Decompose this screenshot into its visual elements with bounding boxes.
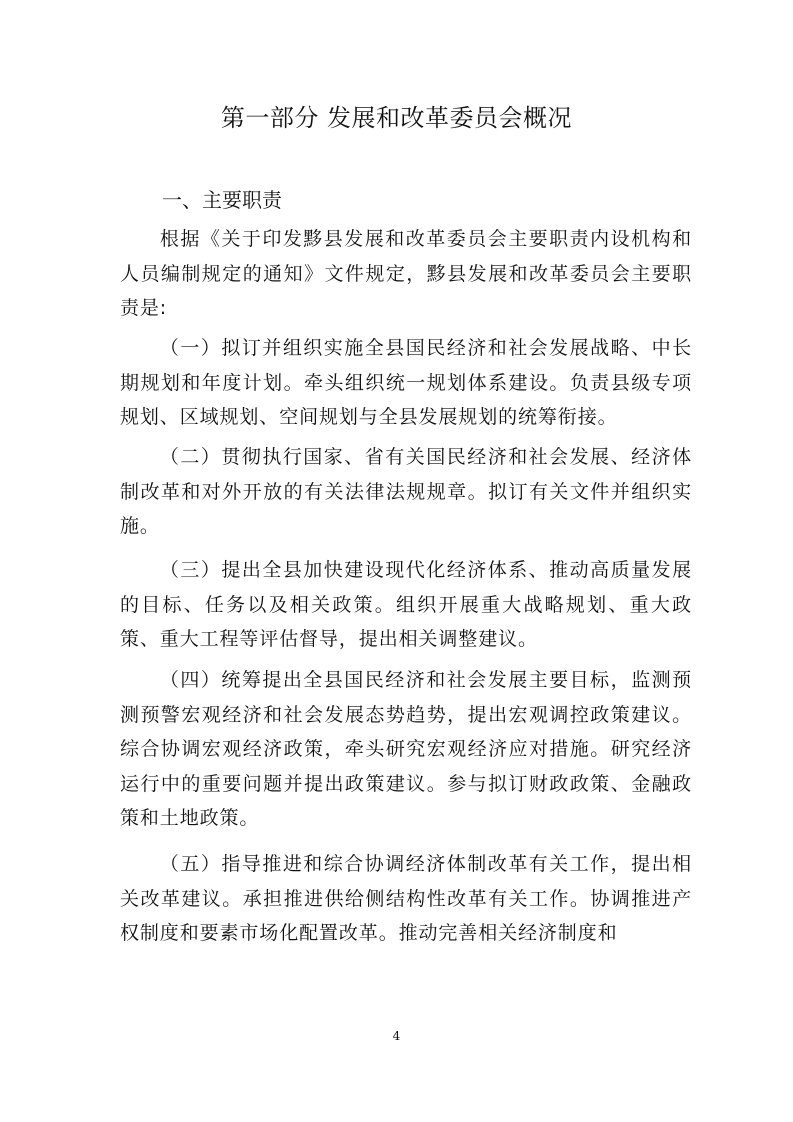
- duty-paragraph-2: （二）贯彻执行国家、省有关国民经济和社会发展、经济体制改革和对外开放的有关法律法规规章。拟订有关文件并组织实施。: [120, 446, 692, 538]
- page-number: 4: [392, 1029, 401, 1043]
- duty-paragraph-1: （一）拟订并组织实施全县国民经济和社会发展战略、中长期规划和年度计划。牵头组织统一规划体系建设。负责县级专项规划、区域规划、空间规划与全县发展规划的统筹衔接。: [120, 337, 692, 429]
- intro-paragraph: 根据《关于印发黟县发展和改革委员会主要职责内设机构和人员编制规定的通知》文件规定，黟县发展和改革委员会主要职责是:: [120, 228, 692, 320]
- section-heading: 一、主要职责: [162, 188, 282, 212]
- duty-paragraph-3: （三）提出全县加快建设现代化经济体系、推动高质量发展的目标、任务以及相关政策。组织开展重大战略规划、重大政策、重大工程等评估督导，提出相关调整建议。: [120, 559, 692, 651]
- duty-paragraph-4: （四）统筹提出全县国民经济和社会发展主要目标，监测预测预警宏观经济和社会发展态势趋势，提出宏观调控政策建议。综合协调宏观经济政策，牵头研究宏观经济应对措施。研究经济运行中的重要问题并提出政策建议。参与拟订财政政策、金融政策和土地政策。: [120, 669, 692, 830]
- duty-paragraph-5: （五）指导推进和综合协调经济体制改革有关工作，提出相关改革建议。承担推进供给侧结构性改革有关工作。协调推进产权制度和要素市场化配置改革。推动完善相关经济制度和: [120, 853, 692, 945]
- page-title: 第一部分 发展和改革委员会概况: [220, 104, 573, 132]
